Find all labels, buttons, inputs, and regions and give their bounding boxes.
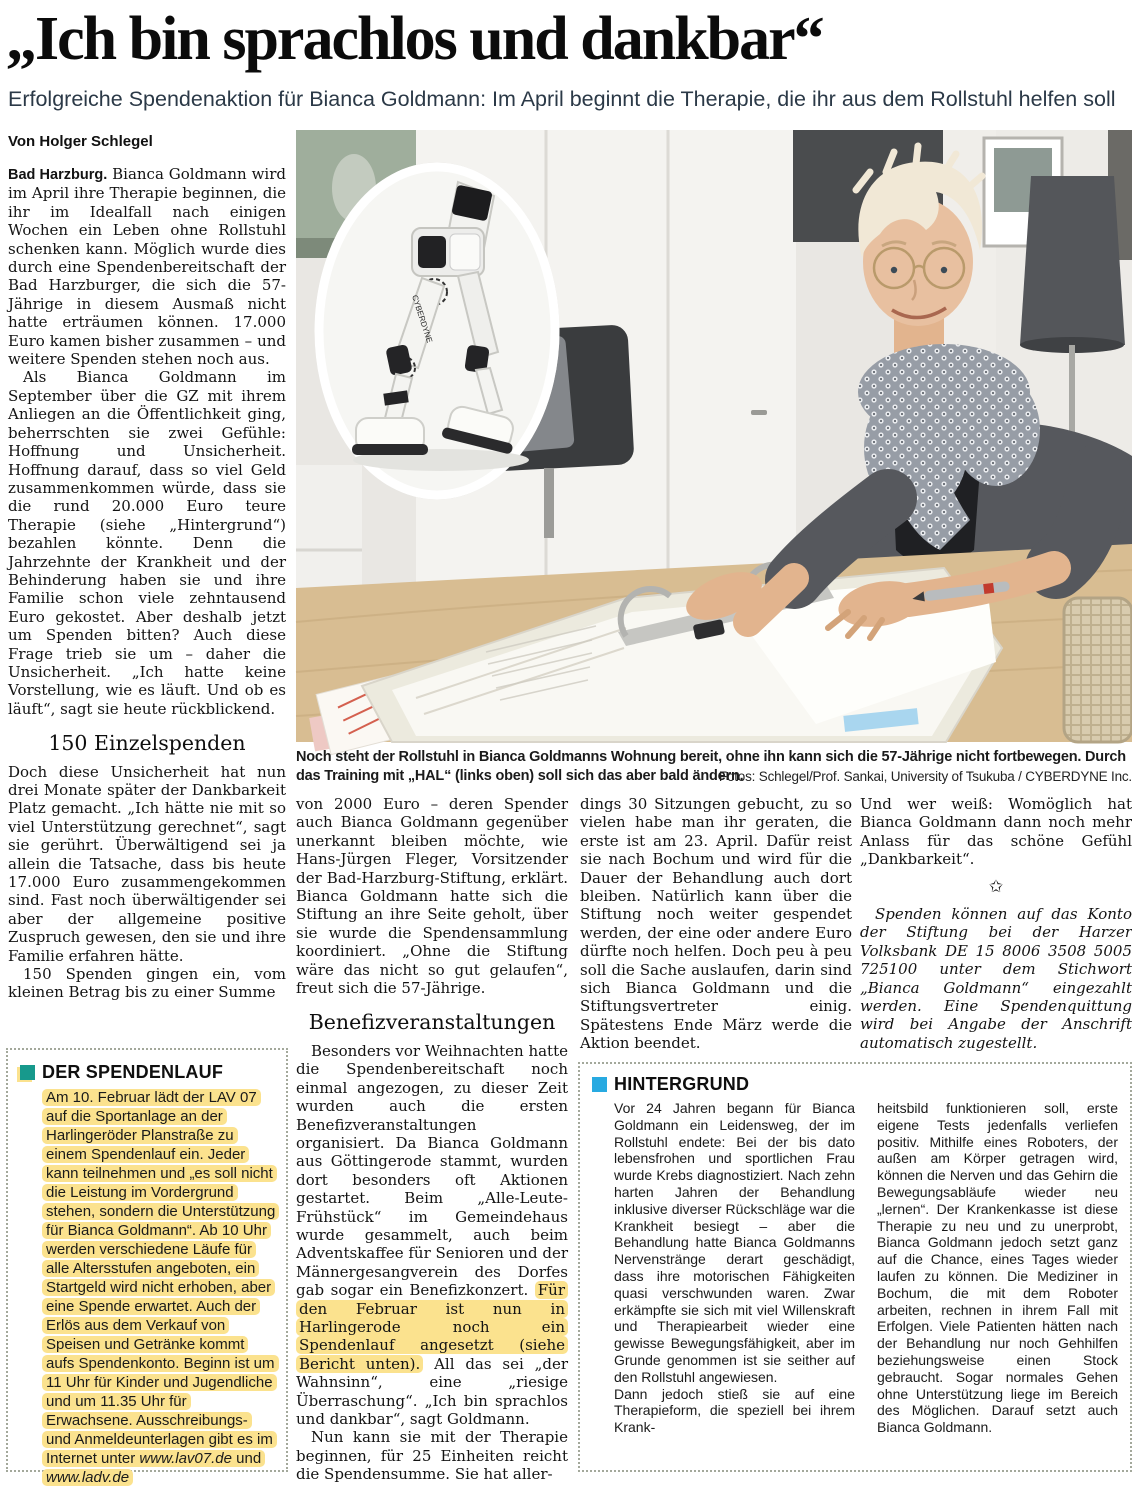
hintergrund-column-1	[614, 1100, 855, 1436]
paragraph: heitsbild funktionieren soll, erste eigene Tests jedenfalls verliefen positiv. Mithilfe eines Roboters, der außen am Körper getragen wird, können die Nerven und das Gehirn die Bewegungsabläufe wieder neu „lernen“. Der Krankenkasse ist diese Therapie zu neu und zu unerprobt, Bianca Goldmann jedoch setzt ganz auf die Chance, eines Tages wieder laufen zu können. Die Mediziner in Bochum, die mit dem Roboter arbeiten, rechnen in ihrem Fall mit Erfolgen. Viele Patienten hätten nach der Behandlung nur noch Gehhilfen beziehungsweise einen Stock gebraucht. Sogar normales Gehen ohne Unterstützung liege im Bereich des Möglichen. Darauf setzt auch Bianca Goldmann.	[877, 1100, 1118, 1436]
photo-caption	[296, 748, 1132, 786]
lead-paragraph: Bad Harzburg. Bianca Goldmann wird im April ihre Therapie beginnen, die ihr im Idealfall nach einigen Wochen ein Leben ohne Rollstuhl schenken kann. Möglich wurde dies durch eine Spendenbereitschaft der Bad Harzburger, die sich die 57-Jährige in diesem Ausmaß nicht hatte erträumen können. 17.000 Euro kamen bisher zusammen – und weitere Spenden stehen noch aus.	[8, 165, 287, 369]
spendenlauf-text: Am 10. Februar lädt der LAV 07 auf die Sportanlage an der Harlingeröder Planstraße zu einem Spendenlauf ein. Jeder kann teilnehmen und „es soll nicht die Leistung im Vordergrund stehen, sondern die Unterstützung für Bianca Goldmann“. Ab 10 Uhr werden verschiedene Läufe für alle Altersstufen angeboten, ein Startgeld wird nicht erhoben, aber eine Spende erwartet. Auch der Erlös aus dem Verkauf von Speisen und Getränke kommt aufs Spendenkonto. Beginn ist um 11 Uhr für Kinder und Jugendliche und um 11.35 Uhr für Erwachsene. Ausschreibungs- und Anmeldeunterlagen gibt es im Internet unter www.lav07.de und www.ladv.de	[42, 1088, 276, 1487]
hintergrund-title: HINTERGRUND	[614, 1074, 750, 1094]
article-photo	[296, 130, 1132, 742]
inset-robot-photo	[315, 163, 559, 499]
teal-square-marker	[20, 1065, 35, 1080]
hintergrund-column-2	[877, 1100, 1118, 1436]
link-lav07[interactable]: www.lav07.de	[139, 1450, 232, 1467]
article-column-3	[580, 795, 852, 1053]
star-divider: ✩	[988, 876, 1004, 897]
paragraph: Nun kann sie mit der Therapie beginnen, für 25 Einheiten reicht die Spendensumme. Sie hat aller-	[296, 1428, 568, 1484]
section-heading-benefiz: Benefizveranstaltungen	[308, 1010, 556, 1035]
photo-credit: Fotos: Schlegel/Prof. Sankai, University of Tsukuba / CYBERDYNE Inc.	[718, 769, 1132, 784]
hintergrund-columns	[614, 1100, 1118, 1436]
paragraph: dings 30 Sitzungen gebucht, zu so vielen habe man ihr geraten, die erste ist am 23. April. Dafür reist sie nach Bochum und wird für die Dauer der Behandlung auch dort bleiben. Natürlich kann über die Stiftung noch weiter gespendet werden, der eine oder andere Euro dürfte noch helfen. Doch peu à peu soll die Sache auslaufen, darin sind sich Bianca Goldmann und die Stiftungsvertreter einig. Spätestens Ende März werde die Aktion beendet.	[580, 795, 852, 1053]
section-heading-einzelspenden: 150 Einzelspenden	[48, 731, 246, 756]
hintergrund-title-row	[592, 1074, 1118, 1095]
article-column-1	[8, 165, 286, 1002]
door-handle	[751, 410, 767, 415]
photo-illustration	[296, 130, 1132, 742]
paragraph: Doch diese Unsicherheit hat nun drei Monate später der Dankbarkeit Platz gemacht. „Ich hätte nie mit so viel Unterstützung gerechnet“, sagt sie gerührt. Überwältigend sei ja allein die Tatsache, dass bis heute 17.000 Euro zusammengekommen sind. Fast noch überwältigender sei aber der allgemeine positive Zuspruch gewesen, den sie und ihre Familie erfahren hätte.	[8, 762, 286, 965]
spendenlauf-infobox	[6, 1048, 288, 1486]
paragraph: Als Bianca Goldmann im September über die GZ mit ihrem Anliegen an die Öffentlichkeit ging, beherrschten sie zwei Gefühle: Hoffnung und Unsicherheit. Hoffnung darauf, dass so viel Geld zusammenkommen würde, dass sie die rund 20.000 Euro teure Therapie (siehe „Hintergrund“) bezahlen könnte. Denn die Jahrzehnte der Krankheit und der Behinderung haben sie und ihre Familie schon viele zehntausend Euro gekostet. Aber deshalb jetzt um Spenden bitten? Auch diese Frage trieb sie um – daher die Unsicherheit. „Ich hatte keine Vorstellung, wie es läuft. Und ob es läuft“, sagt sie heute rückblickend.	[8, 368, 286, 718]
hintergrund-infobox	[578, 1062, 1132, 1472]
spendenlauf-title-row	[20, 1062, 276, 1083]
paragraph: von 2000 Euro – deren Spender auch Bianca Goldmann gegenüber unerkannt bleiben möchte, wie Hans-Jürgen Fleger, Vorsitzender der Bad-Harzburg-Stiftung, erklärt. Bianca Goldmann hatte sich die Stiftung an ihre Seite geholt, über sie wurde die Spendensammlung koordiniert. „Ohne die Stiftung wäre das nicht so gut gelaufen“, freut sich die 57-Jährige.	[296, 795, 568, 998]
page-title: „Ich bin sprachlos und dankbar“	[6, 5, 823, 73]
donation-note: Spenden können auf das Konto der Stiftung bei der Harzer Volksbank DE 15 8006 3508 5005 725100 unter dem Stichwort „Bianca Goldmann“ eingezahlt werden. Eine Spendenquittung wird bei Angabe der Anschrift automatisch zugestellt.	[860, 905, 1132, 1052]
floor-lamp	[1020, 176, 1125, 345]
paragraph: 150 Spenden gingen ein, vom kleinen Betrag bis zu einer Summe	[8, 965, 286, 1002]
paragraph: Dann jedoch stieß sie auf eine Therapieform, die speziell bei ihrem Krank-	[614, 1385, 855, 1436]
link-ladv[interactable]: www.ladv.de	[46, 1469, 130, 1486]
paragraph: Besonders vor Weihnachten hatte die Spendenbereitschaft noch einmal angezogen, zu dieser Zeit wurden auch die ersten Benefizveranstaltungen organisiert. Da Bianca Goldmann aus Göttingerode stammt, wurden dort besonders oft Aktionen gestartet. Beim „Alle-Leute-Frühstück“ im Gemeindehaus wurde gesammelt, auch beim Adventskaffee für Senioren und der Männergesangverein des Dorfes gab sogar ein Benefizkonzert. Für den Februar ist nun in Harlingerode noch ein Spendenlauf angesetzt (siehe Bericht unten). All das sei „der Wahnsinn“, eine „riesige Überraschung“. „Ich bin sprachlos und dankbar“, sagt Goldmann.	[296, 1041, 568, 1428]
blue-square-marker	[592, 1077, 607, 1092]
wicker-chair	[1064, 598, 1132, 742]
dateline: Bad Harzburg.	[8, 167, 108, 183]
spendenlauf-title: DER SPENDENLAUF	[42, 1062, 224, 1082]
paragraph: Und wer weiß: Womöglich hat Bianca Goldmann dann noch mehr Anlass für das schöne Gefühl „Dankbarkeit“.	[860, 795, 1132, 869]
robot-brand-label: CYBERDYNE	[410, 293, 435, 344]
subheadline: Erfolgreiche Spendenaktion für Bianca Goldmann: Im April beginnt die Therapie, die ihr aus dem Rollstuhl helfen soll	[8, 87, 1116, 111]
paragraph: Vor 24 Jahren begann für Bianca Goldmann ein Leidensweg, der im Rollstuhl endete: Bei der bis dato lebensfrohen und sportlichen Frau wurde Krebs diagnostiziert. Nach zehn harten Jahren der Behandlung inklusive diverser Rückschläge war die Krankheit besiegt – aber die Behandlung hatte Bianca Goldmanns Nervenstränge derart geschädigt, dass ihre motorischen Fähigkeiten quasi verschwunden waren. Zwar erkämpfte sie sich mit viel Willenskraft und Therapiearbeit wieder eine gewisse Bewegungsfähigkeit, aber im Grunde genommen ist sie seither auf den Rollstuhl angewiesen.	[614, 1100, 855, 1385]
article-column-4	[860, 795, 1132, 1052]
caption-text: Noch steht der Rollstuhl in Bianca Goldmanns Wohnung bereit, ohne ihn kann sich die 57-Jährige nicht fortbewegen. Durch das Training mit „HAL“ (links oben) soll sich das aber bald ändern.	[296, 749, 1126, 784]
byline: Von Holger Schlegel	[8, 133, 153, 150]
highlighted-sentence: Für den Februar ist nun in Harlingerode noch ein Spendenlauf angesetzt (siehe Bericht unten).	[296, 1281, 568, 1373]
article-column-2	[296, 795, 568, 1484]
